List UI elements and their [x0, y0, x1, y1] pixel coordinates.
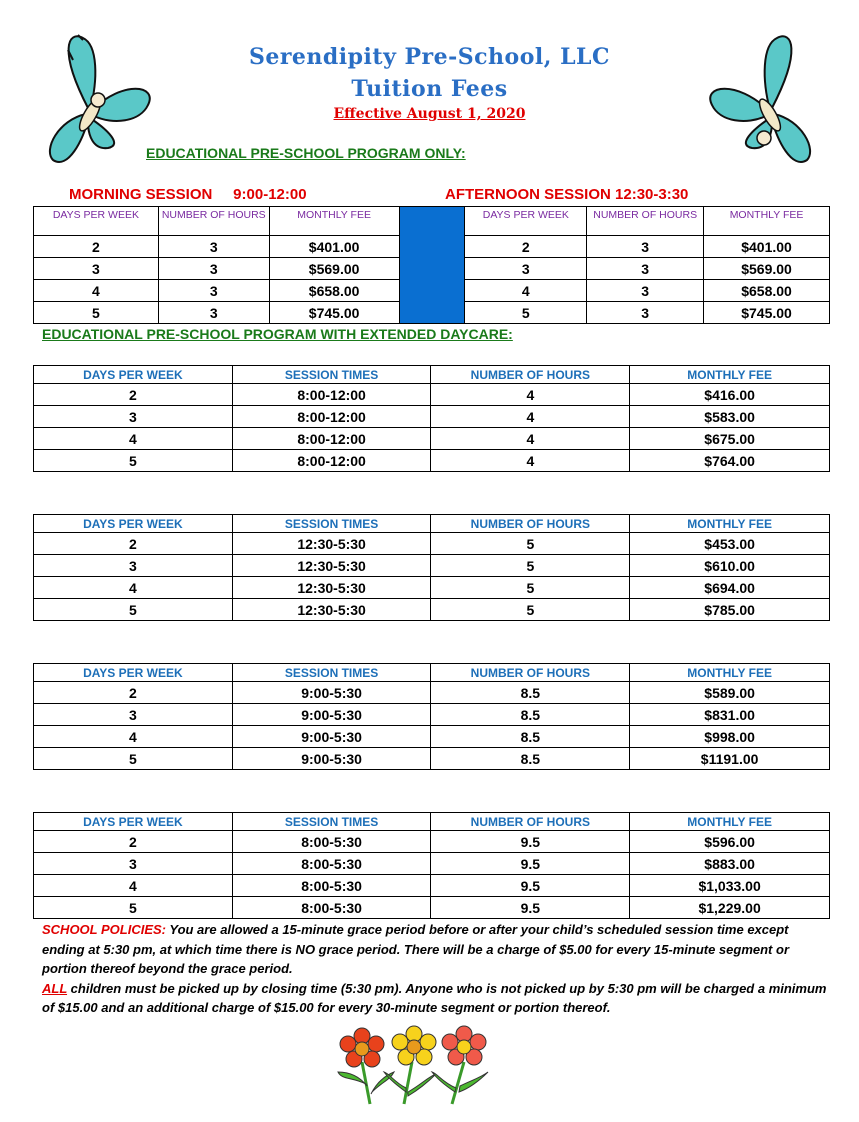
table-row [34, 831, 830, 853]
table-header: MONTHLY FEE [630, 813, 830, 831]
table-row [34, 406, 830, 428]
table-header: NUMBER OF HOURS [431, 813, 630, 831]
section2-heading: EDUCATIONAL PRE-SCHOOL PROGRAM WITH EXTENDED DAYCARE: [42, 326, 513, 342]
table-cell: 5 [465, 302, 587, 324]
policy-text-2: children must be picked up by closing time (5:30 pm). Anyone who is not picked up by 5:30 pm will be charged a minimum of $15.00 and an additional charge of $15.00 for every 30-minute segment or portion thereof. [42, 980, 827, 1015]
table-row [34, 577, 830, 599]
table-cell: 5 [34, 450, 233, 472]
policy-text-1: You are allowed a 15-minute grace period before or after your child’s scheduled session time except ending at 5:30 pm, at which time there is NO grace period. There will be a charge of $5.00 for every 15-minute segment or portion thereof beyond the grace period. [42, 922, 789, 976]
table-cell: 8:00-5:30 [232, 897, 431, 919]
page-subtitle: Tuition Fees [351, 76, 508, 102]
table-cell: 4 [34, 577, 233, 599]
table-header: DAYS PER WEEK [34, 813, 233, 831]
table-row [34, 875, 830, 897]
table-cell: $883.00 [630, 853, 830, 875]
table-cell: 3 [34, 258, 159, 280]
table-row [34, 450, 830, 472]
table-cell: $745.00 [269, 302, 399, 324]
table-cell: 12:30-5:30 [232, 555, 431, 577]
table-header: NUMBER OF HOURS [587, 207, 704, 236]
table-cell: $764.00 [630, 450, 830, 472]
table-cell: 2 [34, 831, 233, 853]
table-cell: 9:00-5:30 [232, 704, 431, 726]
table-cell: 3 [587, 258, 704, 280]
table-cell: 8.5 [431, 726, 630, 748]
morning-session-label: MORNING SESSION 9:00-12:00 [69, 186, 307, 203]
school-policies [42, 920, 832, 1018]
table-row [34, 704, 830, 726]
table-row [34, 428, 830, 450]
table-cell: 3 [587, 236, 704, 258]
table-cell: 8:00-5:30 [232, 875, 431, 897]
table-cell: $569.00 [704, 258, 830, 280]
table-header: DAYS PER WEEK [34, 207, 159, 236]
all-label: ALL [42, 980, 68, 996]
table-cell: 4 [431, 428, 630, 450]
daycare-table-4 [33, 812, 830, 919]
table-cell: 8:00-12:00 [232, 450, 431, 472]
blue-divider [399, 207, 465, 324]
daycare-table-1 [33, 365, 830, 472]
table-cell: $1,033.00 [630, 875, 830, 897]
flowers-icon [332, 1022, 497, 1106]
table-cell: 5 [431, 555, 630, 577]
table-cell: 9.5 [431, 875, 630, 897]
table-cell: $658.00 [704, 280, 830, 302]
table-cell: 4 [431, 450, 630, 472]
table-cell: $1191.00 [630, 748, 830, 770]
table-cell: 12:30-5:30 [232, 533, 431, 555]
table-cell: 3 [34, 555, 233, 577]
table-cell: 8:00-5:30 [232, 853, 431, 875]
table-cell: 3 [34, 406, 233, 428]
table-cell: 5 [34, 897, 233, 919]
table-cell: 2 [34, 236, 159, 258]
table-cell: 9.5 [431, 831, 630, 853]
table-cell: $401.00 [269, 236, 399, 258]
table-cell: $610.00 [630, 555, 830, 577]
table-cell: 4 [34, 280, 159, 302]
table-row [34, 748, 830, 770]
table-header: DAYS PER WEEK [34, 366, 233, 384]
table-cell: 5 [34, 302, 159, 324]
table-cell: $694.00 [630, 577, 830, 599]
table-cell: $831.00 [630, 704, 830, 726]
table-row [34, 599, 830, 621]
table-header: MONTHLY FEE [630, 664, 830, 682]
table-cell: 2 [34, 533, 233, 555]
table-cell: $675.00 [630, 428, 830, 450]
table-cell: $583.00 [630, 406, 830, 428]
table-header: SESSION TIMES [232, 664, 431, 682]
table-row [34, 533, 830, 555]
table-cell: 8:00-12:00 [232, 384, 431, 406]
table-header: DAYS PER WEEK [465, 207, 587, 236]
table-header: NUMBER OF HOURS [431, 366, 630, 384]
table-row [34, 853, 830, 875]
table-header: MONTHLY FEE [630, 366, 830, 384]
section1-heading: EDUCATIONAL PRE-SCHOOL PROGRAM ONLY: [146, 145, 466, 161]
table-cell: 4 [465, 280, 587, 302]
daycare-table-2 [33, 514, 830, 621]
table-header: MONTHLY FEE [269, 207, 399, 236]
table-row [34, 555, 830, 577]
table-cell: $998.00 [630, 726, 830, 748]
table-header: NUMBER OF HOURS [431, 515, 630, 533]
table-cell: $569.00 [269, 258, 399, 280]
table-cell: 4 [34, 875, 233, 897]
table-cell: 12:30-5:30 [232, 577, 431, 599]
table-cell: 9:00-5:30 [232, 748, 431, 770]
table-cell: $416.00 [630, 384, 830, 406]
table-cell: $658.00 [269, 280, 399, 302]
table-row [34, 726, 830, 748]
table-cell: 8:00-12:00 [232, 428, 431, 450]
table-cell: 5 [431, 599, 630, 621]
table-cell: 9.5 [431, 897, 630, 919]
table-cell: $401.00 [704, 236, 830, 258]
table-header: SESSION TIMES [232, 813, 431, 831]
table-header: NUMBER OF HOURS [158, 207, 269, 236]
table-cell: 8:00-5:30 [232, 831, 431, 853]
table-cell: 3 [158, 302, 269, 324]
table-cell: 3 [34, 853, 233, 875]
table-cell: 5 [34, 748, 233, 770]
table-cell: 8.5 [431, 704, 630, 726]
table-header: SESSION TIMES [232, 366, 431, 384]
table-cell: 3 [587, 302, 704, 324]
session-table [33, 206, 830, 324]
table-header: DAYS PER WEEK [34, 515, 233, 533]
table-row [34, 682, 830, 704]
table-row [34, 384, 830, 406]
table-cell: 5 [431, 533, 630, 555]
table-cell: 3 [465, 258, 587, 280]
table-cell: 5 [431, 577, 630, 599]
table-cell: $745.00 [704, 302, 830, 324]
table-cell: 3 [587, 280, 704, 302]
table-cell: 3 [34, 704, 233, 726]
policies-label: SCHOOL POLICIES: [42, 922, 166, 937]
page-title: Serendipity Pre-School, LLC [248, 44, 611, 70]
table-cell: 8:00-12:00 [232, 406, 431, 428]
table-cell: 9:00-5:30 [232, 726, 431, 748]
table-cell: $785.00 [630, 599, 830, 621]
table-cell: 9.5 [431, 853, 630, 875]
table-cell: $596.00 [630, 831, 830, 853]
table-cell: 2 [34, 682, 233, 704]
table-cell: 5 [34, 599, 233, 621]
table-cell: 2 [465, 236, 587, 258]
table-row [34, 897, 830, 919]
table-cell: 8.5 [431, 682, 630, 704]
table-cell: 3 [158, 280, 269, 302]
table-cell: 12:30-5:30 [232, 599, 431, 621]
table-cell: 9:00-5:30 [232, 682, 431, 704]
table-cell: $589.00 [630, 682, 830, 704]
table-cell: $1,229.00 [630, 897, 830, 919]
table-header: MONTHLY FEE [704, 207, 830, 236]
table-cell: $453.00 [630, 533, 830, 555]
table-header: DAYS PER WEEK [34, 664, 233, 682]
table-header: SESSION TIMES [232, 515, 431, 533]
daycare-table-3 [33, 663, 830, 770]
table-cell: 4 [34, 428, 233, 450]
effective-date: Effective August 1, 2020 [333, 106, 526, 122]
table-cell: 4 [34, 726, 233, 748]
table-header: NUMBER OF HOURS [431, 664, 630, 682]
table-cell: 3 [158, 236, 269, 258]
table-header: MONTHLY FEE [630, 515, 830, 533]
policy-paragraph-1 [42, 920, 832, 979]
afternoon-session-label: AFTERNOON SESSION 12:30-3:30 [445, 186, 689, 203]
policy-paragraph-2 [42, 979, 832, 1018]
table-cell: 4 [431, 384, 630, 406]
table-cell: 8.5 [431, 748, 630, 770]
table-cell: 2 [34, 384, 233, 406]
table-cell: 3 [158, 258, 269, 280]
table-cell: 4 [431, 406, 630, 428]
